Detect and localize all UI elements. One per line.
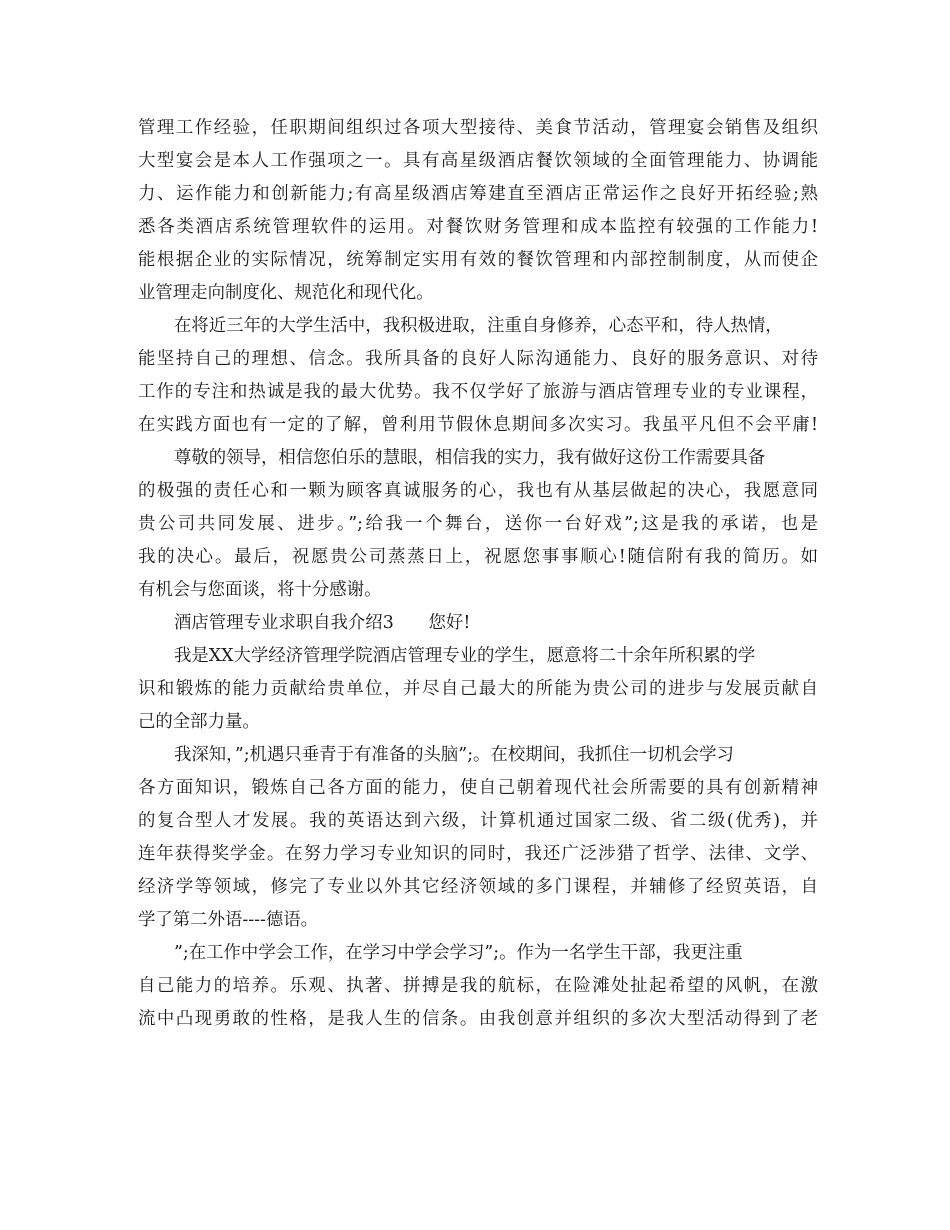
text-line: 工作的专注和热诚是我的最大优势。我不仅学好了旅游与酒店管理专业的专业课程， bbox=[138, 382, 818, 402]
text-line: 我的决心。最后，祝愿贵公司蒸蒸日上，祝愿您事事顺心!随信附有我的简历。如 bbox=[138, 547, 818, 567]
text-line: 酒店管理专业求职自我介绍3 您好! bbox=[174, 613, 471, 633]
text-line: ”;在工作中学会工作，在学习中学会学习”;。作为一名学生干部，我更注重 bbox=[174, 943, 743, 963]
text-line: 我深知，”;机遇只垂青于有准备的头脑”;。在校期间，我抓住一切机会学习 bbox=[174, 745, 734, 765]
text-line: 大型宴会是本人工作强项之一。具有高星级酒店餐饮领域的全面管理能力、协调能 bbox=[138, 151, 818, 171]
text-line: 连年获得奖学金。在努力学习专业知识的同时，我还广泛涉猎了哲学、法律、文学、 bbox=[138, 844, 818, 864]
text-line: 的复合型人才发展。我的英语达到六级，计算机通过国家二级、省二级(优秀)，并 bbox=[138, 811, 818, 831]
text-line: 我是XX大学经济管理学院酒店管理专业的学生，愿意将二十余年所积累的学 bbox=[174, 646, 756, 666]
document-body bbox=[138, 112, 818, 1036]
text-line: 己的全部力量。 bbox=[138, 712, 260, 732]
text-line: 流中凸现勇敢的性格，是我人生的信条。由我创意并组织的多次大型活动得到了老 bbox=[138, 1009, 818, 1029]
text-line: 识和锻炼的能力贡献给贵单位，并尽自己最大的所能为贵公司的进步与发展贡献自 bbox=[138, 679, 818, 699]
text-line: 各方面知识，锻炼自己各方面的能力，使自己朝着现代社会所需要的具有创新精神 bbox=[138, 778, 818, 798]
text-line: 学了第二外语----德语。 bbox=[138, 910, 319, 930]
text-line: 悉各类酒店系统管理软件的运用。对餐饮财务管理和成本监控有较强的工作能力! bbox=[138, 217, 818, 237]
text-line: 经济学等领域，修完了专业以外其它经济领域的多门课程，并辅修了经贸英语，自 bbox=[138, 877, 818, 897]
text-line: 管理工作经验，任职期间组织过各项大型接待、美食节活动，管理宴会销售及组织 bbox=[138, 118, 818, 138]
text-line: 业管理走向制度化、规范化和现代化。 bbox=[138, 283, 434, 303]
text-line: 尊敬的领导，相信您伯乐的慧眼，相信我的实力，我有做好这份工作需要具备 bbox=[174, 448, 766, 468]
text-line: 自己能力的培养。乐观、执著、拼搏是我的航标，在险滩处扯起希望的风帆，在激 bbox=[138, 976, 818, 996]
text-line: 有机会与您面谈，将十分感谢。 bbox=[138, 580, 382, 600]
text-line: 在将近三年的大学生活中，我积极进取，注重自身修养，心态平和，待人热情， bbox=[174, 316, 783, 336]
text-line: 贵公司共同发展、进步。”;给我一个舞台，送你一台好戏”;这是我的承诺，也是 bbox=[138, 514, 818, 534]
text-line: 的极强的责任心和一颗为顾客真诚服务的心，我也有从基层做起的决心，我愿意同 bbox=[138, 481, 818, 501]
text-line: 能坚持自己的理想、信念。我所具备的良好人际沟通能力、良好的服务意识、对待 bbox=[138, 349, 818, 369]
text-line: 在实践方面也有一定的了解，曾利用节假休息期间多次实习。我虽平凡但不会平庸! bbox=[138, 415, 818, 435]
text-line: 力、运作能力和创新能力;有高星级酒店筹建直至酒店正常运作之良好开拓经验;熟 bbox=[138, 184, 818, 204]
text-line: 能根据企业的实际情况，统筹制定实用有效的餐饮管理和内部控制制度，从而使企 bbox=[138, 250, 818, 270]
